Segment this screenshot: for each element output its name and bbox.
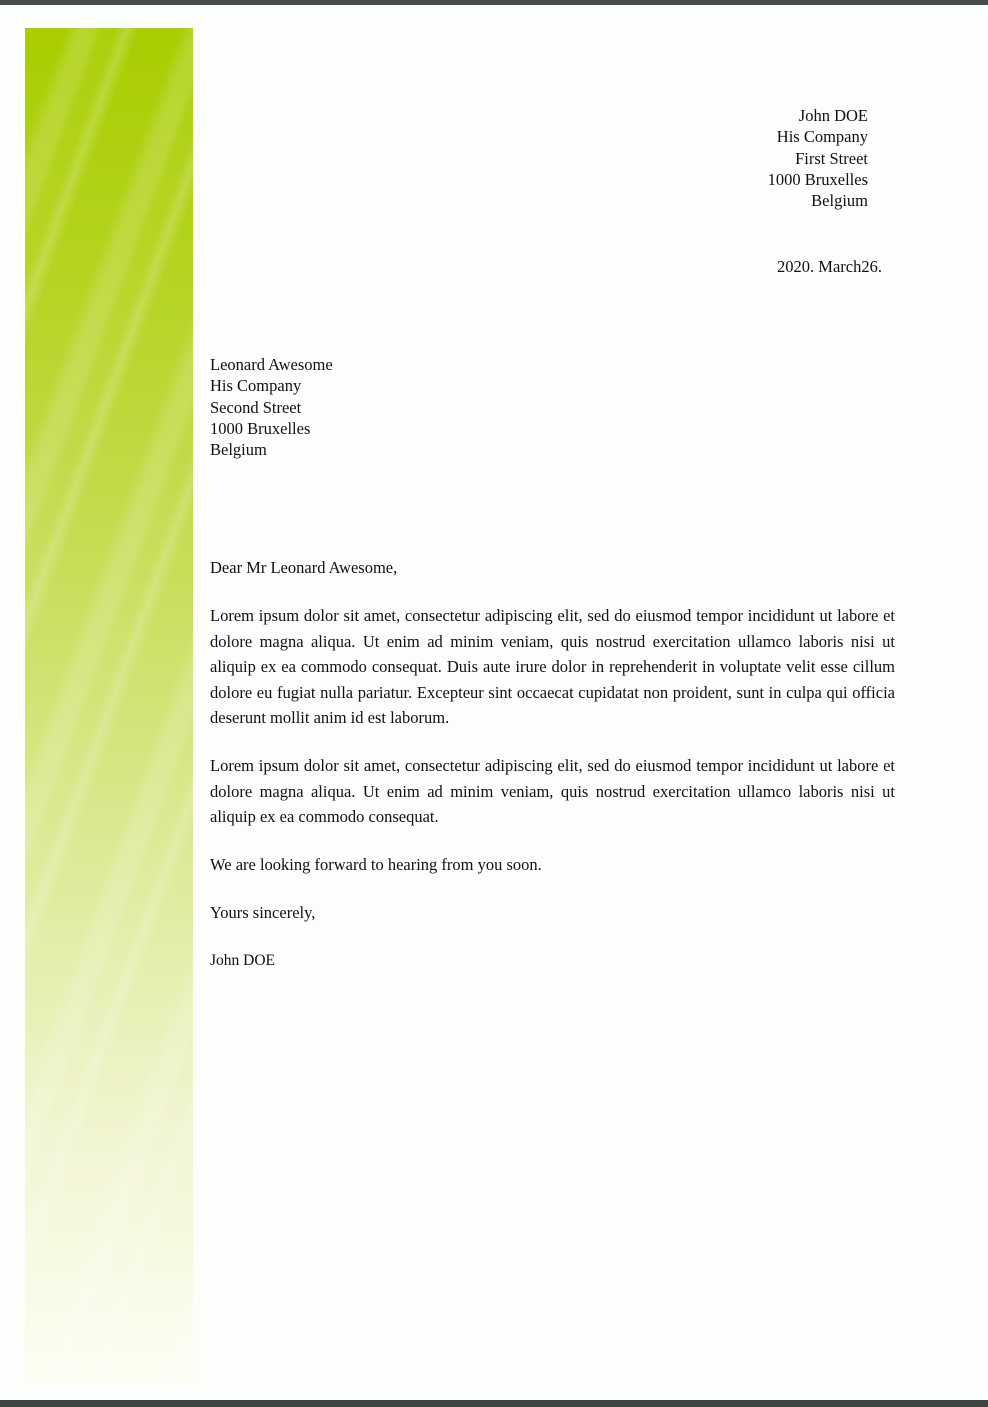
recipient-company: His Company [210,376,302,396]
accent-gradient-bar [25,28,193,1380]
recipient-address-block [210,354,333,460]
recipient-city: 1000 Bruxelles [210,418,311,438]
recipient-country: Belgium [210,440,267,460]
valediction: Yours sincerely, [210,903,316,922]
recipient-street: Second Street [210,397,302,417]
recipient-name: Leonard Awesome [210,355,333,374]
letter-body [210,555,895,996]
sender-street: First Street [795,148,868,168]
sender-address-block [768,105,868,211]
body-paragraph-2: Lorem ipsum dolor sit amet, consectetur adipiscing elit, sed do eiusmod tempor incididunt ut labore et dolore magna aliqua. Ut enim ad minim veniam, quis nostrud exercitation ullamco laboris nisi ut aliquip ex ea commodo consequat. [210,756,895,826]
salutation: Dear Mr Leonard Awesome, [210,558,398,577]
signature-name: John DOE [210,952,276,969]
sender-country: Belgium [811,191,868,211]
window-top-edge [0,0,988,5]
sender-company: His Company [776,127,868,147]
window-bottom-edge [0,1400,988,1407]
sender-name: John DOE [798,106,868,125]
letter-date: 2020. March26. [777,257,882,276]
body-paragraph-1: Lorem ipsum dolor sit amet, consectetur adipiscing elit, sed do eiusmod tempor incididunt ut labore et dolore magna aliqua. Ut enim ad minim veniam, quis nostrud exercitation ullamco laboris nisi ut aliquip ex ea commodo consequat. Duis aute irure dolor in reprehenderit in voluptate velit esse cillum dolore eu fugiat nulla pariatur. Excepteur sint occaecat cupidatat non proident, sunt in culpa qui officia deserunt mollit anim id est laborum. [210,606,895,727]
sender-city: 1000 Bruxelles [767,169,868,189]
closing-line: We are looking forward to hearing from you soon. [210,855,542,874]
